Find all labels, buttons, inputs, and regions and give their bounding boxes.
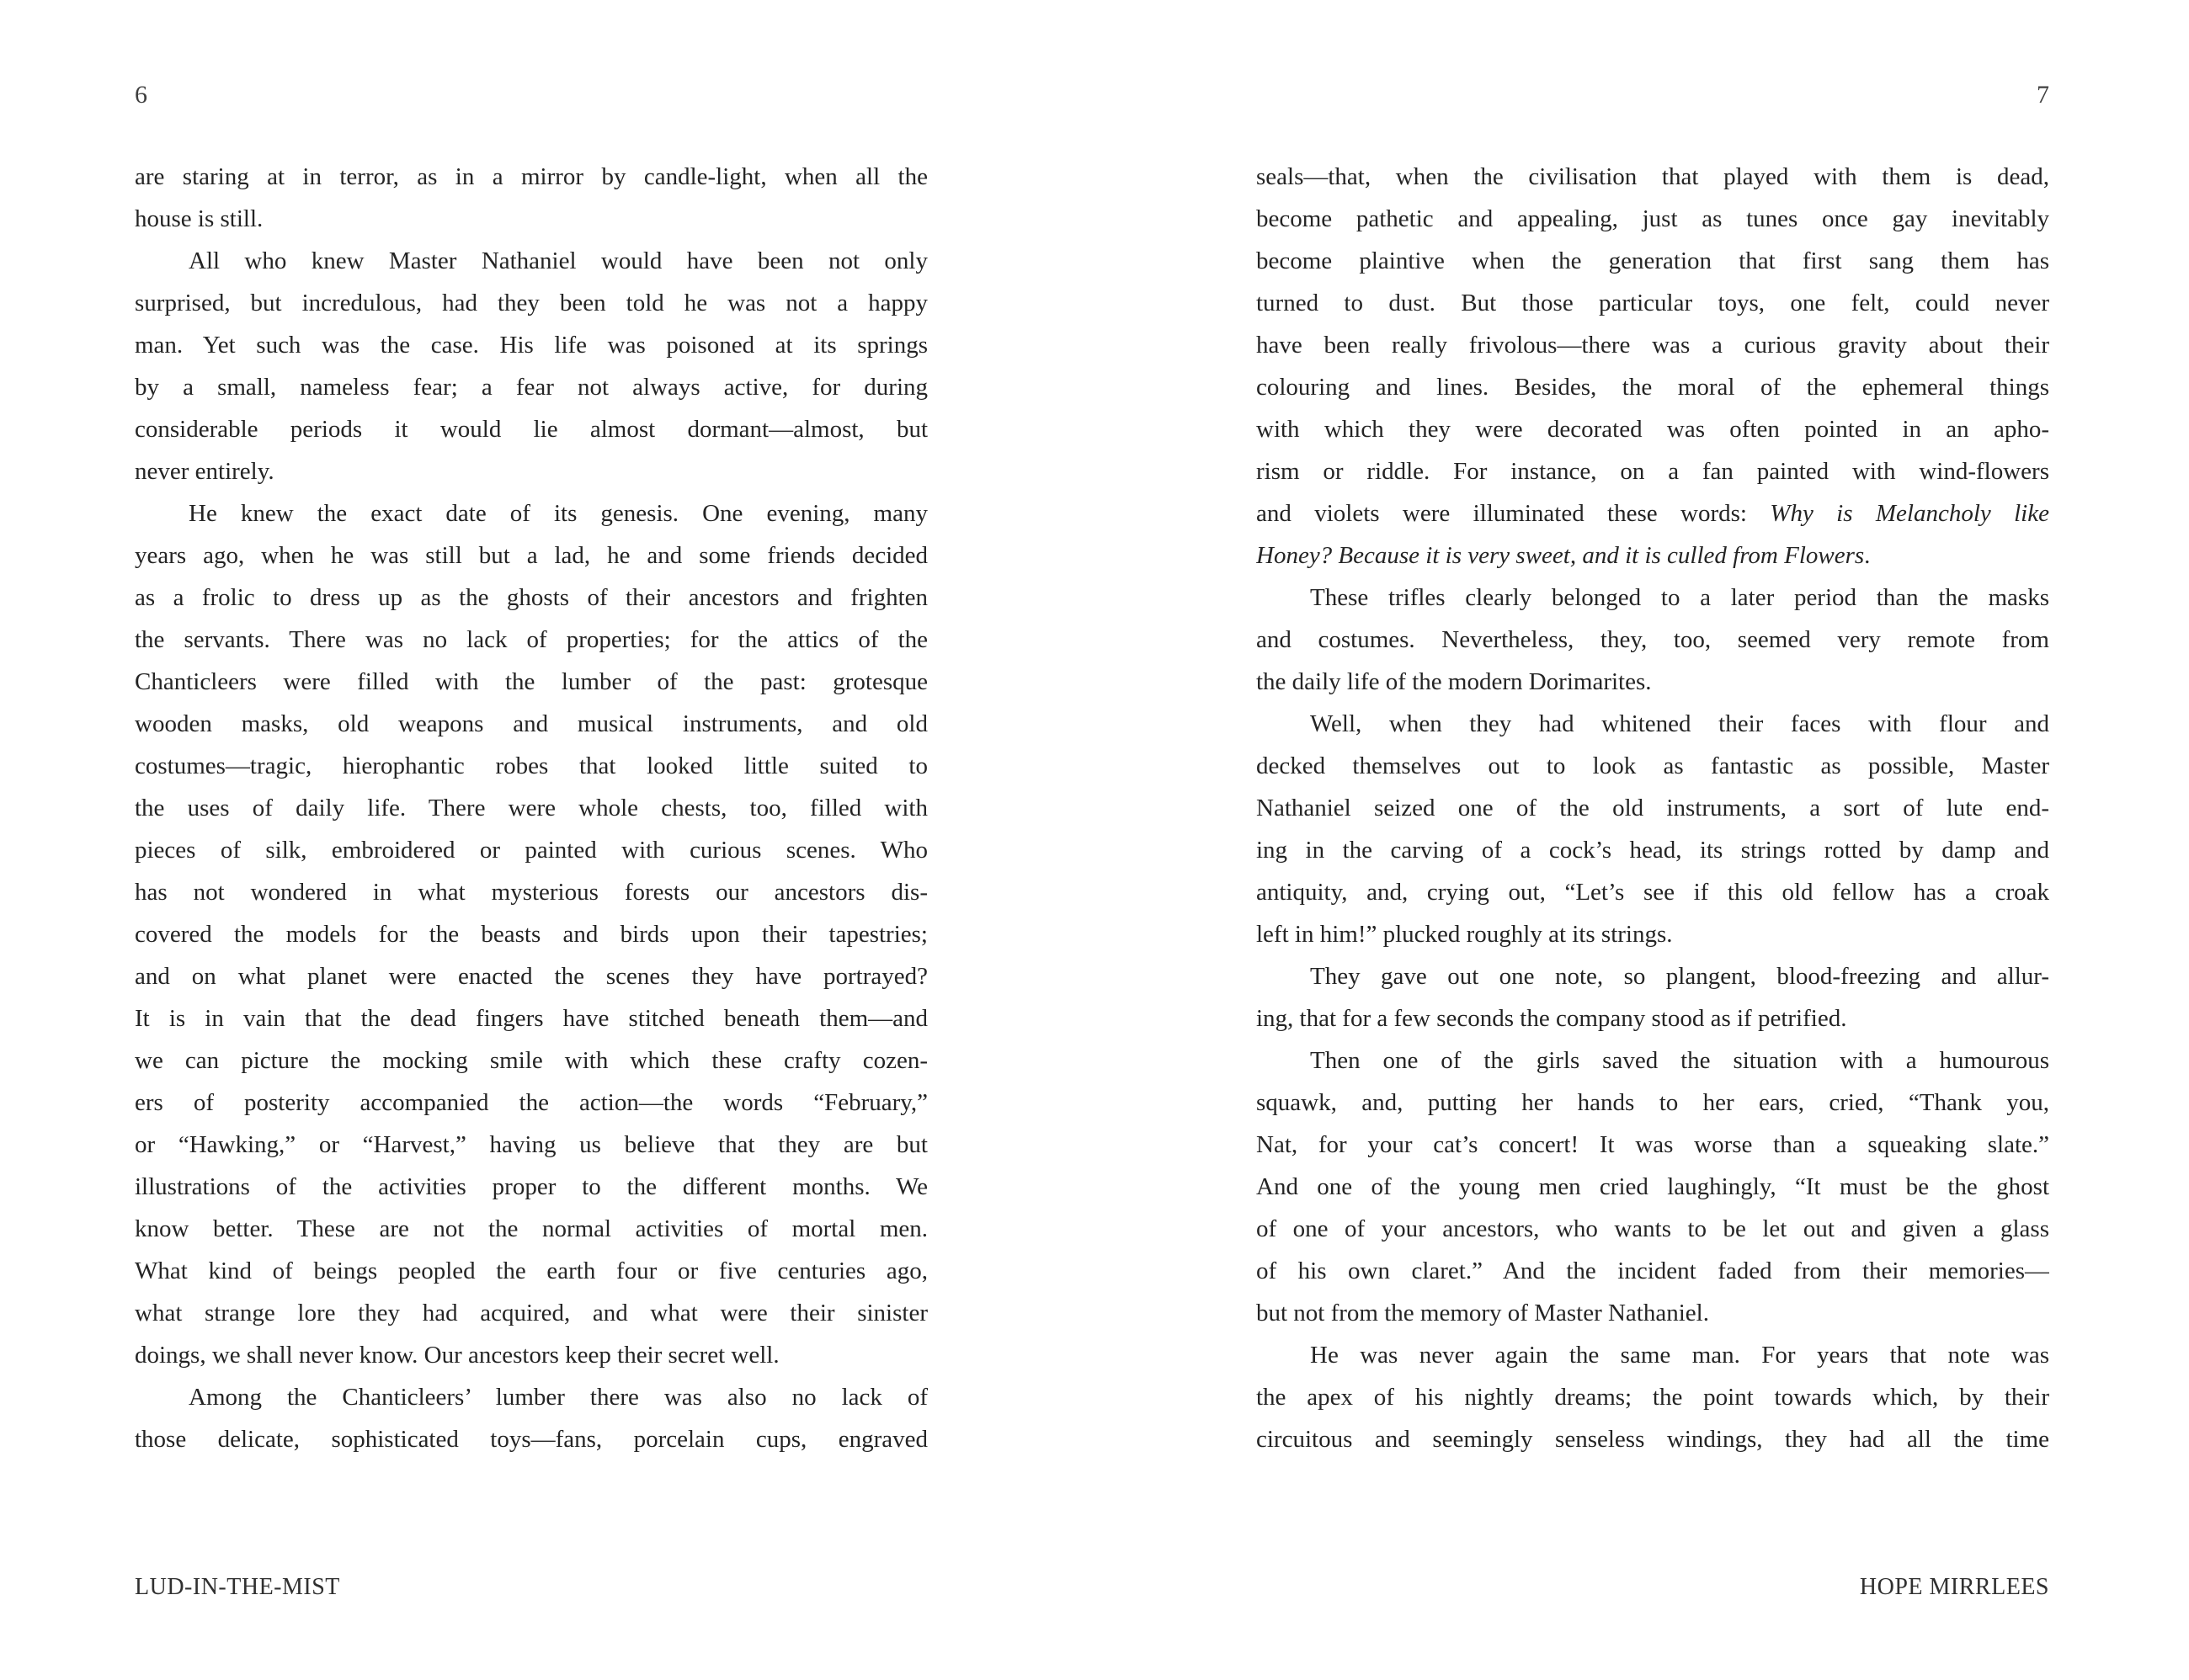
text-segment: Chanticleers were filled with the lumber of the past: grotesque — [135, 668, 928, 695]
page-number-right: 7 — [2037, 81, 2049, 109]
text-line — [135, 619, 928, 661]
text-line — [135, 661, 928, 703]
text-segment: wooden masks, old weapons and musical instruments, and old — [135, 710, 928, 737]
text-line — [135, 450, 928, 492]
running-footer-title: LUD-IN-THE-MIST — [135, 1574, 340, 1600]
text-segment: those delicate, sophisticated toys—fans, porcelain cups, engraved — [135, 1426, 928, 1453]
text-line — [135, 324, 928, 366]
text-line — [135, 955, 928, 997]
text-segment: of one of your ancestors, who wants to be let out and given a glass — [1256, 1215, 2049, 1242]
text-segment: and violets were illuminated these words: — [1256, 500, 1771, 527]
text-segment: pieces of silk, embroidered or painted with curious scenes. Who — [135, 837, 928, 864]
text-segment: All who knew Master Nathaniel would have been not only — [189, 247, 928, 274]
text-segment: And one of the young men cried laughingly, “It must be the ghost — [1256, 1173, 2049, 1200]
text-line — [1256, 1292, 2049, 1334]
text-line — [1256, 661, 2049, 703]
text-segment: left in him!” plucked roughly at its strings. — [1256, 921, 1673, 948]
text-line — [135, 534, 928, 577]
text-line — [1256, 871, 2049, 913]
text-line — [1256, 198, 2049, 240]
text-line — [1256, 1418, 2049, 1460]
text-segment: and on what planet were enacted the scenes they have portrayed? — [135, 963, 928, 990]
text-segment: He knew the exact date of its genesis. One evening, many — [189, 500, 928, 527]
text-line — [1256, 492, 2049, 534]
text-segment: covered the models for the beasts and birds upon their tapestries; — [135, 921, 928, 948]
text-segment: costumes—tragic, hierophantic robes that looked little suited to — [135, 752, 928, 779]
text-line — [1256, 1166, 2049, 1208]
text-segment: the uses of daily life. There were whole chests, too, filled with — [135, 795, 928, 821]
page-left — [135, 0, 928, 1680]
text-segment: never entirely. — [135, 458, 274, 485]
text-segment: or “Hawking,” or “Harvest,” having us believe that they are but — [135, 1131, 928, 1158]
text-segment: of his own claret.” And the incident faded from their memories— — [1256, 1257, 2049, 1284]
text-line — [1256, 156, 2049, 198]
text-line — [135, 1082, 928, 1124]
text-segment: illustrations of the activities proper to the different months. We — [135, 1173, 928, 1200]
text-segment: as a frolic to dress up as the ghosts of their ancestors and frighten — [135, 584, 928, 611]
text-line — [1256, 1250, 2049, 1292]
text-line — [135, 703, 928, 745]
text-segment: Well, when they had whitened their faces with flour and — [1310, 710, 2049, 737]
text-segment: They gave out one note, so plangent, blood-freezing and allur- — [1310, 963, 2049, 990]
text-line — [1256, 619, 2049, 661]
text-line — [1256, 1039, 2049, 1082]
text-segment: but not from the memory of Master Nathaniel. — [1256, 1300, 1709, 1326]
body-text-left — [135, 156, 928, 1460]
text-segment: colouring and lines. Besides, the moral of the ephemeral things — [1256, 374, 2049, 401]
text-segment: become plaintive when the generation that first sang them has — [1256, 247, 2049, 274]
text-line — [135, 787, 928, 829]
text-line — [135, 1208, 928, 1250]
text-line — [135, 577, 928, 619]
text-line — [135, 366, 928, 408]
text-segment: have been really frivolous—there was a curious gravity about their — [1256, 332, 2049, 359]
text-line — [135, 408, 928, 450]
text-line — [135, 1376, 928, 1418]
text-segment: Nathaniel seized one of the old instruments, a sort of lute end- — [1256, 795, 2049, 821]
text-line — [1256, 240, 2049, 282]
text-segment: ers of posterity accompanied the action—the words “February,” — [135, 1089, 928, 1116]
text-line — [1256, 1208, 2049, 1250]
text-line — [135, 1124, 928, 1166]
text-segment: years ago, when he was still but a lad, he and some friends decided — [135, 542, 928, 569]
text-segment: doings, we shall never know. Our ancestors keep their secret well. — [135, 1342, 780, 1369]
text-line — [135, 829, 928, 871]
text-segment: the daily life of the modern Dorimarites. — [1256, 668, 1652, 695]
text-line — [1256, 913, 2049, 955]
text-line — [135, 745, 928, 787]
text-segment: man. Yet such was the case. His life was poisoned at its springs — [135, 332, 928, 359]
text-line — [1256, 829, 2049, 871]
text-segment: . — [1864, 542, 1871, 569]
text-segment: turned to dust. But those particular toys, one felt, could never — [1256, 290, 2049, 316]
text-line — [1256, 997, 2049, 1039]
text-line — [1256, 366, 2049, 408]
text-segment: surprised, but incredulous, had they been told he was not a happy — [135, 290, 928, 316]
text-line — [135, 1418, 928, 1460]
text-segment: What kind of beings peopled the earth four or five centuries ago, — [135, 1257, 928, 1284]
text-line — [135, 156, 928, 198]
text-line — [135, 198, 928, 240]
page-number-left: 6 — [135, 81, 147, 109]
text-segment: Among the Chanticleers’ lumber there was also no lack of — [189, 1384, 928, 1411]
text-segment: are staring at in terror, as in a mirror by candle-light, when all the — [135, 163, 928, 190]
text-line — [1256, 787, 2049, 829]
text-segment: what strange lore they had acquired, and what were their sinister — [135, 1300, 928, 1326]
text-line — [1256, 955, 2049, 997]
text-segment: ing in the carving of a cock’s head, its strings rotted by damp and — [1256, 837, 2049, 864]
text-line — [1256, 745, 2049, 787]
page-right — [1256, 0, 2049, 1680]
text-line — [135, 240, 928, 282]
text-line — [135, 1250, 928, 1292]
text-line — [1256, 703, 2049, 745]
italic-text-segment: Honey? Because it is very sweet, and it is culled from Flowers — [1256, 542, 1865, 569]
text-line — [135, 913, 928, 955]
text-line — [1256, 450, 2049, 492]
text-segment: circuitous and seemingly senseless windings, they had all the time — [1256, 1426, 2049, 1453]
text-line — [135, 492, 928, 534]
text-segment: These trifles clearly belonged to a later period than the masks — [1310, 584, 2049, 611]
text-segment: we can picture the mocking smile with which these crafty cozen- — [135, 1047, 928, 1074]
text-segment: squawk, and, putting her hands to her ears, cried, “Thank you, — [1256, 1089, 2049, 1116]
text-segment: Then one of the girls saved the situation with a humourous — [1310, 1047, 2049, 1074]
text-line — [1256, 1082, 2049, 1124]
text-line — [135, 871, 928, 913]
text-line — [1256, 324, 2049, 366]
text-line — [135, 1039, 928, 1082]
text-segment: the servants. There was no lack of properties; for the attics of the — [135, 626, 928, 653]
text-line — [135, 1292, 928, 1334]
text-line — [1256, 1376, 2049, 1418]
text-segment: by a small, nameless fear; a fear not always active, for during — [135, 374, 928, 401]
text-line — [1256, 577, 2049, 619]
text-line — [1256, 1124, 2049, 1166]
text-segment: become pathetic and appealing, just as tunes once gay inevitably — [1256, 205, 2049, 232]
running-footer-author: HOPE MIRRLEES — [1859, 1574, 2049, 1600]
text-line — [135, 1166, 928, 1208]
text-line — [135, 282, 928, 324]
text-segment: It is in vain that the dead fingers have stitched beneath them—and — [135, 1005, 928, 1032]
text-line — [135, 997, 928, 1039]
text-segment: ing, that for a few seconds the company stood as if petrified. — [1256, 1005, 1847, 1032]
text-segment: know better. These are not the normal activities of mortal men. — [135, 1215, 928, 1242]
text-segment: He was never again the same man. For years that note was — [1310, 1342, 2049, 1369]
text-segment: with which they were decorated was often pointed in an apho- — [1256, 416, 2049, 443]
text-segment: has not wondered in what mysterious forests our ancestors dis- — [135, 879, 928, 906]
text-segment: the apex of his nightly dreams; the point towards which, by their — [1256, 1384, 2049, 1411]
text-segment: Nat, for your cat’s concert! It was worse than a squeaking slate.” — [1256, 1131, 2049, 1158]
text-line — [135, 1334, 928, 1376]
text-line — [1256, 282, 2049, 324]
text-line — [1256, 1334, 2049, 1376]
text-segment: antiquity, and, crying out, “Let’s see if this old fellow has a croak — [1256, 879, 2049, 906]
text-segment: house is still. — [135, 205, 264, 232]
text-segment: seals—that, when the civilisation that played with them is dead, — [1256, 163, 2049, 190]
text-line — [1256, 408, 2049, 450]
text-segment: rism or riddle. For instance, on a fan painted with wind-flowers — [1256, 458, 2049, 485]
italic-text-segment: Why is Melancholy like — [1770, 500, 2049, 527]
text-line — [1256, 534, 2049, 577]
body-text-right — [1256, 156, 2049, 1460]
text-segment: considerable periods it would lie almost dormant—almost, but — [135, 416, 928, 443]
text-segment: decked themselves out to look as fantastic as possible, Master — [1256, 752, 2049, 779]
text-segment: and costumes. Nevertheless, they, too, seemed very remote from — [1256, 626, 2049, 653]
